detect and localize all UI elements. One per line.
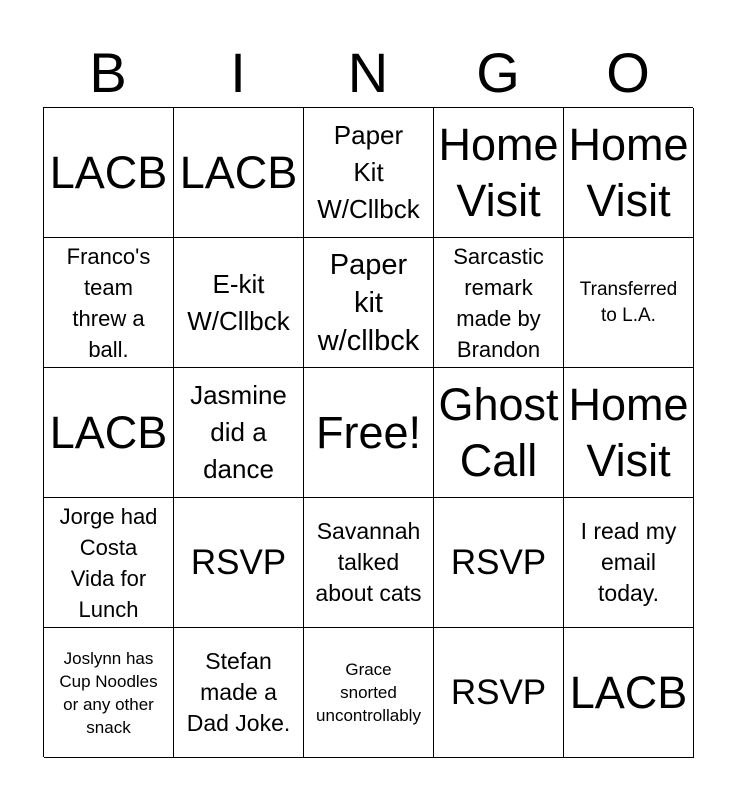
bingo-cell-r4c3[interactable] [304, 498, 434, 628]
bingo-cell-text: Franco's team threw a ball. [66, 243, 151, 362]
bingo-cell-r5c1[interactable] [44, 628, 174, 758]
bingo-cell-text: RSVP [450, 673, 547, 712]
bingo-cell-text: LACB [569, 666, 688, 718]
bingo-cell-text: Free! [315, 406, 422, 458]
bingo-cell-text: Home Visit [568, 118, 689, 226]
bingo-cell-r1c1[interactable] [44, 108, 174, 238]
bingo-cell-text: Jorge had Costa Vida for Lunch [59, 503, 158, 622]
bingo-cell-text: Paper kit w/cllbck [317, 248, 420, 357]
bingo-cell-r5c4[interactable] [434, 628, 564, 758]
free-space-cell[interactable] [304, 368, 434, 498]
bingo-cell-text: Transferred to L.A. [579, 278, 678, 326]
bingo-cell-text: Ghost Call [438, 378, 559, 486]
bingo-cell-r5c5[interactable] [564, 628, 694, 758]
header-letter-i: I [230, 41, 246, 104]
bingo-cell-r4c1[interactable] [44, 498, 174, 628]
bingo-cell-r3c5[interactable] [564, 368, 694, 498]
bingo-cell-text: Stefan made a Dad Joke. [186, 648, 291, 736]
bingo-cell-text: Grace snorted uncontrollably [316, 660, 421, 725]
bingo-cell-text: E-kit W/Cllbck [187, 268, 290, 336]
bingo-cell-r2c4[interactable] [434, 238, 564, 368]
bingo-cell-text: Sarcastic remark made by Brandon [453, 243, 544, 362]
header-letter-n: N [347, 41, 389, 104]
bingo-cell-text: Joslynn has Cup Noodles or any other snack [59, 648, 158, 737]
bingo-cell-text: Savannah talked about cats [315, 518, 422, 606]
bingo-cell-r1c5[interactable] [564, 108, 694, 238]
bingo-cell-r2c1[interactable] [44, 238, 174, 368]
bingo-cell-r3c2[interactable] [174, 368, 304, 498]
bingo-cell-text: LACB [179, 146, 298, 198]
bingo-cell-text: Paper Kit W/Cllbck [317, 120, 420, 224]
header-letter-g: G [476, 41, 520, 104]
bingo-cell-r5c2[interactable] [174, 628, 304, 758]
bingo-cell-text: Jasmine did a dance [190, 380, 287, 484]
bingo-cell-text: LACB [49, 146, 168, 198]
bingo-cell-text: Home Visit [568, 378, 689, 486]
bingo-cell-r3c4[interactable] [434, 368, 564, 498]
bingo-cell-text: RSVP [450, 543, 547, 582]
bingo-cell-r4c2[interactable] [174, 498, 304, 628]
bingo-cell-text: Home Visit [438, 118, 559, 226]
bingo-cell-r1c4[interactable] [434, 108, 564, 238]
bingo-cell-text: LACB [49, 406, 168, 458]
header-letter-b: B [89, 41, 127, 104]
bingo-cell-r4c5[interactable] [564, 498, 694, 628]
bingo-board [43, 107, 693, 757]
header-letter-o: O [606, 41, 650, 104]
bingo-cell-r5c3[interactable] [304, 628, 434, 758]
bingo-cell-r1c3[interactable] [304, 108, 434, 238]
bingo-cell-r3c1[interactable] [44, 368, 174, 498]
bingo-cell-r2c3[interactable] [304, 238, 434, 368]
bingo-cell-text: I read my email today. [580, 518, 677, 606]
bingo-cell-r2c5[interactable] [564, 238, 694, 368]
bingo-cell-r2c2[interactable] [174, 238, 304, 368]
bingo-cell-r4c4[interactable] [434, 498, 564, 628]
bingo-cell-text: RSVP [190, 543, 287, 582]
bingo-cell-r1c2[interactable] [174, 108, 304, 238]
bingo-header [43, 38, 693, 108]
